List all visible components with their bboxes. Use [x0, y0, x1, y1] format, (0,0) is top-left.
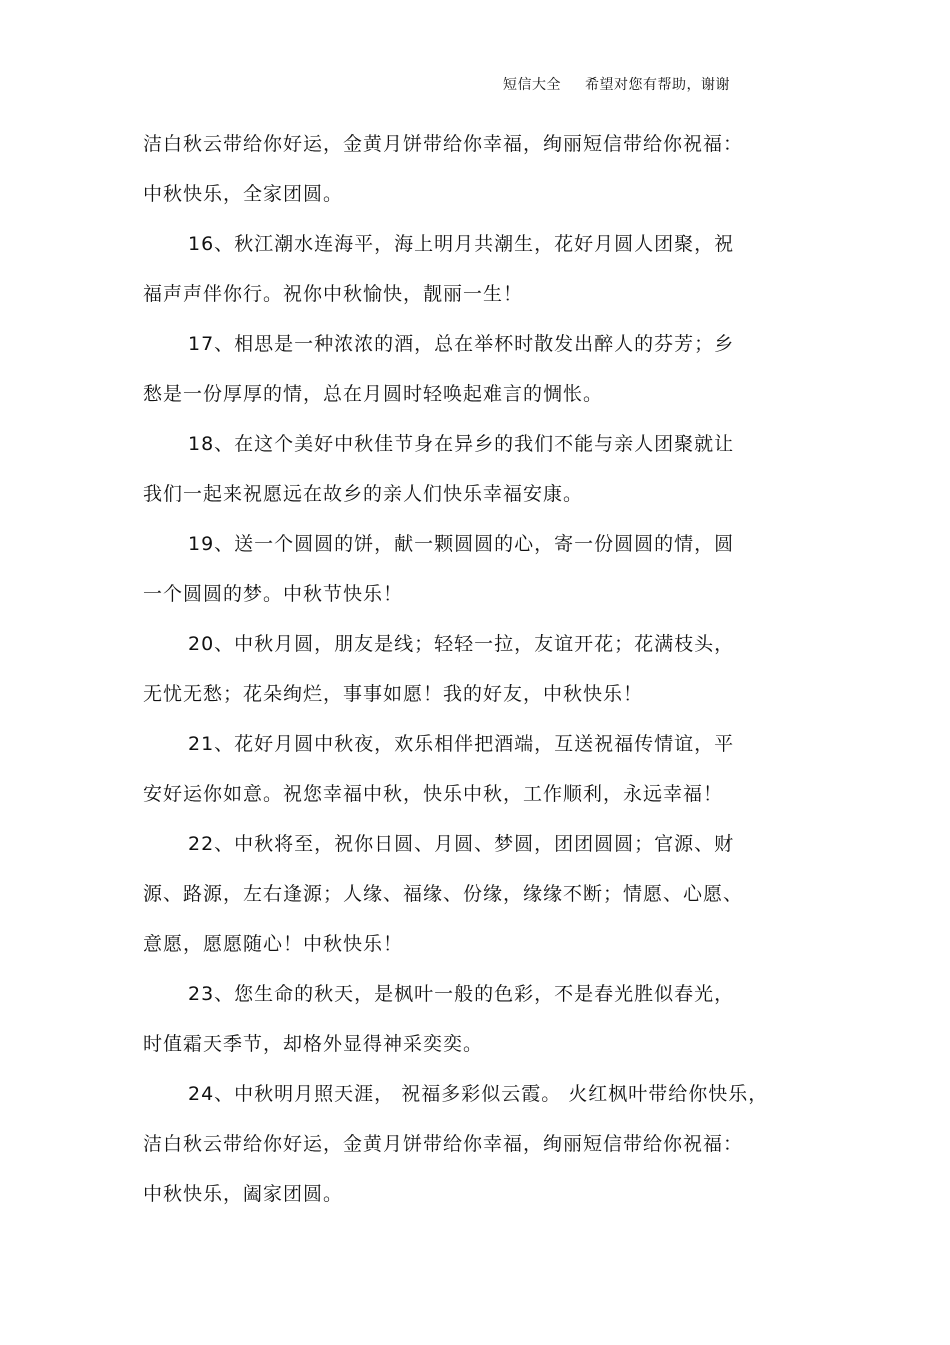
paragraph-21-line-1: 21、花好月圆中秋夜，欢乐相伴把酒端，互送祝福传情谊，平 — [188, 733, 735, 755]
paragraph-22-line-1: 22、中秋将至，祝你日圆、月圆、梦圆，团团圆圆；官源、财 — [188, 833, 735, 855]
header-slogan: 希望对您有帮助，谢谢 — [585, 77, 730, 93]
paragraph-21-line-2: 安好运你如意。祝您幸福中秋，快乐中秋，工作顺利，永远幸福！ — [143, 783, 724, 805]
paragraph-23-line-2: 时值霜天季节，却格外显得神采奕奕。 — [143, 1033, 484, 1055]
paragraph-24-line-3: 中秋快乐，阖家团圆。 — [143, 1183, 344, 1205]
paragraph-18-line-1: 18、在这个美好中秋佳节身在异乡的我们不能与亲人团聚就让 — [188, 433, 735, 455]
text-line: 洁白秋云带给你好运，金黄月饼带给你幸福，绚丽短信带给你祝福： — [143, 133, 744, 155]
paragraph-22-line-3: 意愿，愿愿随心！中秋快乐！ — [143, 933, 404, 955]
paragraph-23-line-1: 23、您生命的秋天，是枫叶一般的色彩，不是春光胜似春光， — [188, 983, 735, 1005]
paragraph-20-line-2: 无忧无愁；花朵绚烂，事事如愿！我的好友，中秋快乐！ — [143, 683, 644, 705]
document-body — [143, 124, 793, 1224]
paragraph-19-line-2: 一个圆圆的梦。中秋节快乐！ — [143, 583, 404, 605]
paragraph-24-line-2: 洁白秋云带给你好运，金黄月饼带给你幸福，绚丽短信带给你祝福： — [143, 1133, 744, 1155]
paragraph-17-line-1: 17、相思是一种浓浓的酒，总在举杯时散发出醉人的芬芳；乡 — [188, 333, 735, 355]
paragraph-19-line-1: 19、送一个圆圆的饼，献一颗圆圆的心，寄一份圆圆的情，圆 — [188, 533, 735, 555]
page-header — [503, 74, 730, 94]
paragraph-24-line-1: 24、中秋明月照天涯， 祝福多彩似云霞。 火红枫叶带给你快乐， — [188, 1083, 769, 1105]
header-site-name: 短信大全 — [503, 77, 561, 93]
paragraph-16-line-2: 福声声伴你行。祝你中秋愉快，靓丽一生！ — [143, 283, 524, 305]
text-line: 中秋快乐，全家团圆。 — [143, 183, 344, 205]
paragraph-18-line-2: 我们一起来祝愿远在故乡的亲人们快乐幸福安康。 — [143, 483, 584, 505]
paragraph-22-line-2: 源、路源，左右逢源；人缘、福缘、份缘，缘缘不断；情愿、心愿、 — [143, 883, 744, 905]
paragraph-16-line-1: 16、秋江潮水连海平，海上明月共潮生，花好月圆人团聚，祝 — [188, 233, 735, 255]
paragraph-17-line-2: 愁是一份厚厚的情，总在月圆时轻唤起难言的惆怅。 — [143, 383, 604, 405]
paragraph-20-line-1: 20、中秋月圆，朋友是线；轻轻一拉，友谊开花；花满枝头， — [188, 633, 735, 655]
